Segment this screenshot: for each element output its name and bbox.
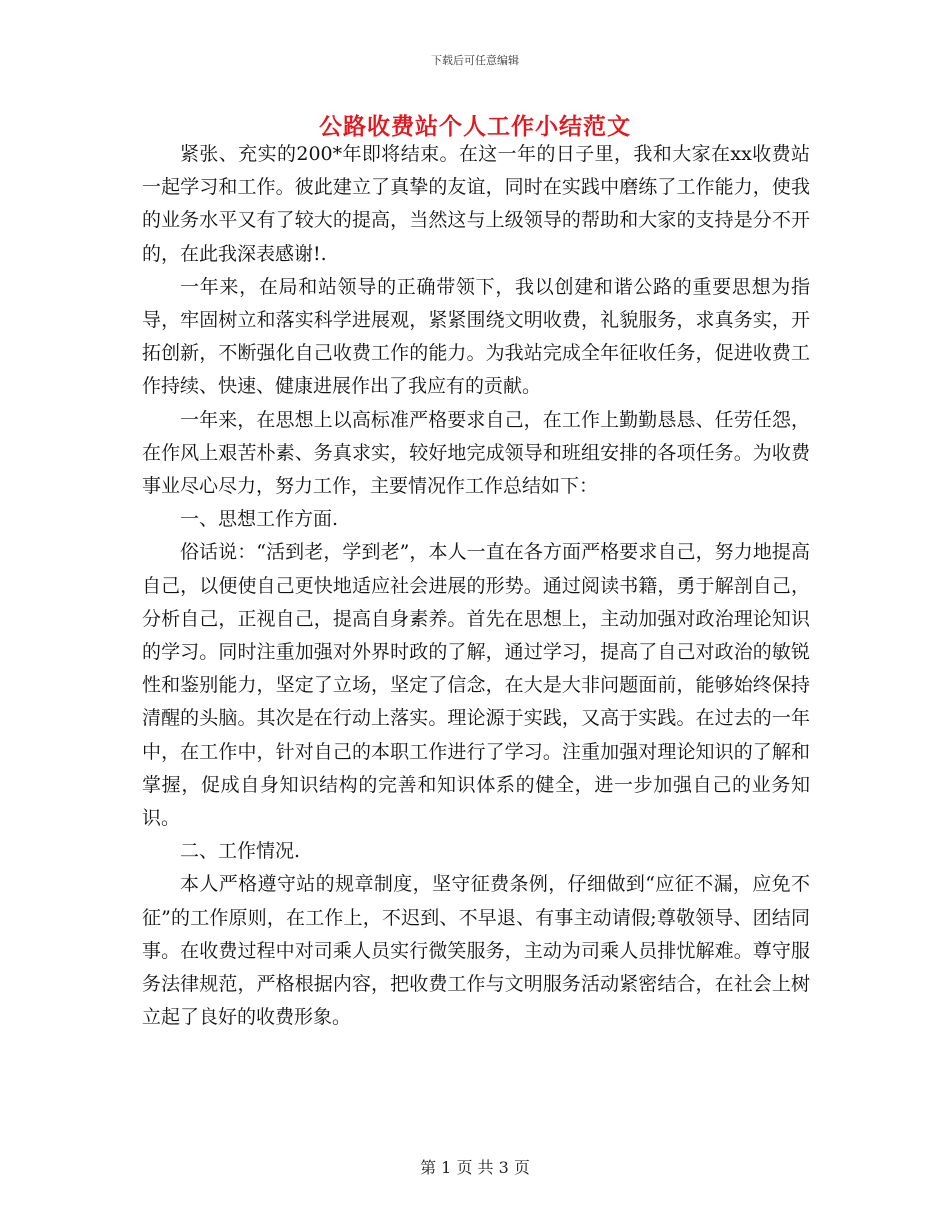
section-heading: 二、工作情况.	[180, 840, 301, 863]
header-note: 下载后可任意编辑	[431, 54, 519, 67]
document-body	[142, 138, 810, 1034]
paragraph: 本人严格遵守站的规章制度，坚守征费条例，仔细做到“应征不漏，应免不征”的工作原则，在工作上，不迟到、不早退、有事主动请假;尊敬领导、团结同事。在收费过程中对司乘人员实行微笑服务，主动为司乘人员排忧解难。尊守服务法律规范，严格根据内容，把收费工作与文明服务活动紧密结合，在社会上树立起了良好的收费形象。	[142, 873, 810, 1029]
paragraph: 一年来，在局和站领导的正确带领下，我以创建和谐公路的重要思想为指导，牢固树立和落实科学进展观，紧紧围绕文明收费，礼貌服务，求真务实，开拓创新，不断强化自己收费工作的能力。为我站完成全年征收任务，促进收费工作持续、快速、健康进展作出了我应有的贡献。	[142, 275, 810, 398]
document-title: 公路收费站个人工作小结范文	[319, 113, 631, 140]
paragraph: 紧张、充实的200*年即将结束。在这一年的日子里，我和大家在xx收费站一起学习和工作。彼此建立了真挚的友谊，同时在实践中磨练了工作能力，使我的业务水平又有了较大的提高，当然这与上级领导的帮助和大家的支持是分不开的，在此我深表感谢!.	[142, 143, 810, 265]
page-number: 第 1 页 共 3 页	[420, 1158, 530, 1177]
section-heading: 一、思想工作方面.	[180, 508, 339, 531]
paragraph: 俗话说：“活到老，学到老”，本人一直在各方面严格要求自己，努力地提高自己，以便使自己更快地适应社会进展的形势。通过阅读书籍，勇于解剖自己，分析自己，正视自己，提高自身素养。首先在思想上，主动加强对政治理论知识的学习。同时注重加强对外界时政的了解，通过学习，提高了自己对政治的敏锐性和鉴别能力，坚定了立场，坚定了信念，在大是大非问题面前，能够始终保持清醒的头脑。其次是在行动上落实。理论源于实践，又高于实践。在过去的一年中，在工作中，针对自己的本职工作进行了学习。注重加强对理论知识的了解和掌握，促成自身知识结构的完善和知识体系的健全，进一步加强自己的业务知识。	[142, 541, 810, 830]
paragraph: 一年来，在思想上以高标准严格要求自己，在工作上勤勤恳恳、任劳任怨，在作风上艰苦朴素、务真求实，较好地完成领导和班组安排的各项任务。为收费事业尽心尽力，努力工作，主要情况作工作总结如下：	[142, 408, 810, 498]
